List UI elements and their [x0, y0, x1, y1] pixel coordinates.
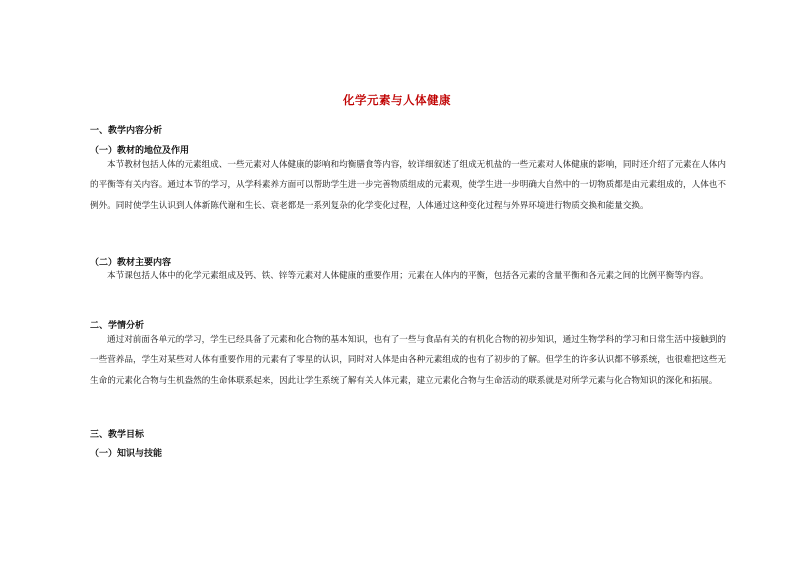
paragraph-main-content: 本节课包括人体中的化学元素组成及钙、铁、锌等元素对人体健康的重要作用；元素在人体内的平衡，包括各元素的含量平衡和各元素之间的比例平衡等内容。 [107, 271, 709, 281]
subsection-heading-knowledge-skills: （一）知识与技能 [90, 449, 163, 459]
section-heading-content-analysis: 一、教学内容分析 [90, 126, 163, 136]
paragraph-role: 本节教材包括人体的元素组成、一些元素对人体健康的影响和均衡膳食等内容，较详细叙述了组成无机盐的一些元素对人体健康的影响，同时还介绍了元素在人体内的平衡等有关内容。通过本节的学习，从学科素养方面可以帮助学生进一步完善物质组成的元素观，使学生进一步明确大自然中的一切物质都是由元素组成的，人体也不例外。同时使学生认识到人体新陈代谢和生长、衰老都是一系列复杂的化学变化过程，人体通过这种变化过程与外界环境进行物质交换和能量交换。 [90, 160, 726, 211]
paragraph-learner-analysis: 通过对前面各单元的学习，学生已经具备了元素和化合物的基本知识，也有了一些与食品有关的有机化合物的初步知识，通过生物学科的学习和日常生活中接触到的一些营养品，学生对某些对人体有重要作用的元素有了零星的认识，同时对人体是由各种元素组成的也有了初步的了解。但学生的许多认识都不够系统，也很难把这些无生命的元素化合物与生机盎然的生命体联系起来，因此让学生系统了解有关人体元素，建立元素化合物与生命活动的联系就是对所学元素与化合物知识的深化和拓展。 [90, 335, 726, 386]
document-title: 化学元素与人体健康 [343, 93, 451, 107]
subsection-heading-main-content: （二）教材主要内容 [90, 258, 172, 268]
section-heading-learner-analysis: 二、学情分析 [90, 321, 145, 331]
subsection-heading-role: （一）教材的地位及作用 [90, 146, 190, 156]
section-heading-objectives: 三、教学目标 [90, 430, 145, 440]
